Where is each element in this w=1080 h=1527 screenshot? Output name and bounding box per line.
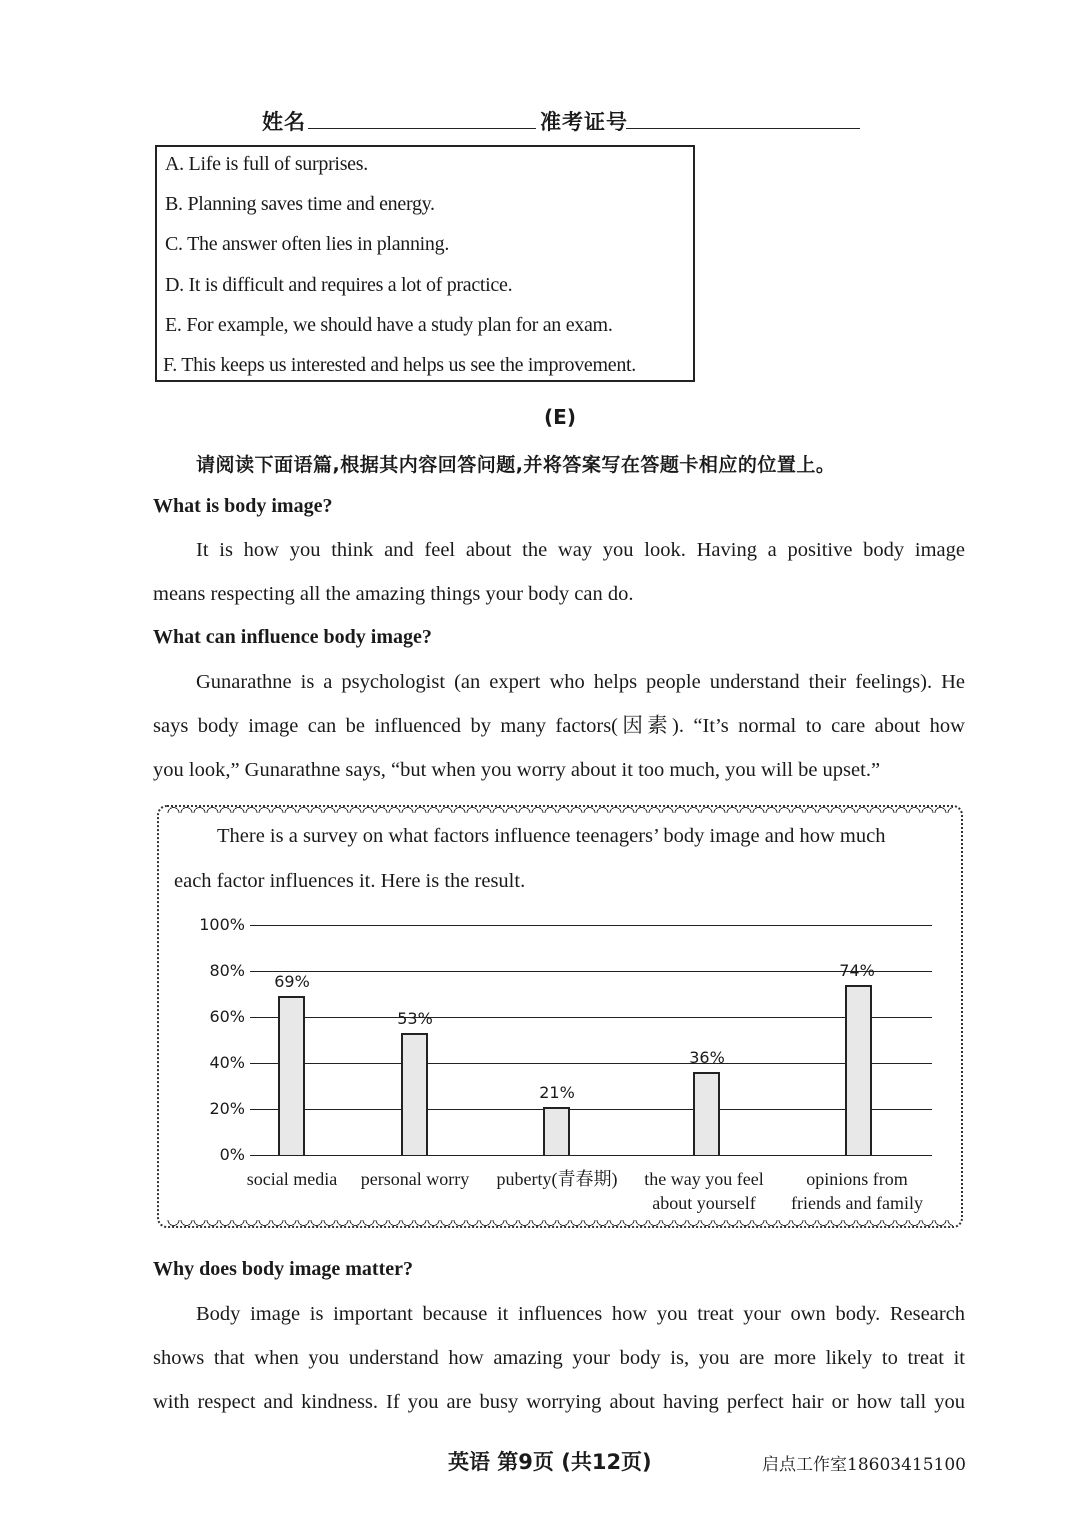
category-label [639,1167,769,1215]
x-axis [250,1155,932,1156]
instruction: 请阅读下面语篇,根据其内容回答问题,并将答案写在答题卡相应的位置上。 [196,454,836,476]
category-line: friends and family [791,1193,923,1213]
category-label [787,1167,927,1215]
gridline-40 [250,1063,932,1064]
category-line: social media [246,1169,338,1189]
bar-social-media [278,996,305,1155]
heading-what-is-body-image: What is body image? [153,495,333,517]
bar-value-label: 21% [539,1082,575,1102]
category-line: the way you feel [644,1169,764,1189]
name-blank [308,128,536,129]
paragraph-line: you look,” Gunarathne says, “but when you worry about it too much, you will be upset.” [153,759,881,781]
exam-id-blank [626,128,860,129]
paragraph-body-image-definition [153,528,965,616]
category-line: about yourself [652,1193,756,1213]
section-label: (E) [544,405,576,429]
bar-value-label: 53% [397,1009,433,1029]
option-a: A. Life is full of surprises. [165,153,368,175]
option-d: D. It is difficult and requires a lot of practice. [165,274,513,296]
option-b: B. Planning saves time and energy. [165,193,435,215]
bar-chart [195,905,955,1225]
page-number: 英语 第9页 (共12页) [448,1450,652,1474]
heading-why-body-image-matters: Why does body image matter? [153,1258,413,1280]
frame-border-top [167,805,953,813]
survey-intro-line2: each factor influences it. Here is the result. [174,870,526,892]
category-line: opinions from [806,1169,908,1189]
y-tick: 40% [209,1053,245,1072]
options-box [155,145,695,382]
exam-id-label: 准考证号 [540,110,628,134]
bar-value-label: 36% [689,1048,725,1068]
survey-intro-line1: There is a survey on what factors influence teenagers’ body image and how much [217,825,886,847]
paragraph-line: Gunarathne is a psychologist (an expert who helps people understand their feelings). He [196,671,965,693]
paragraph-line: shows that when you understand how amazing your body is, you are more likely to treat it [153,1347,965,1369]
paragraph-why-matters [153,1292,965,1424]
y-tick: 80% [209,961,245,980]
bar-value-label: 74% [839,960,875,980]
bar-way-you-feel [693,1072,720,1155]
category-line: puberty(青春期) [496,1169,618,1189]
category-line: personal worry [360,1169,470,1189]
paragraph-line: Body image is important because it influences how you treat your own body. Research [196,1303,965,1325]
studio-watermark: 启点工作室18603415100 [762,1455,966,1475]
paragraph-line: with respect and kindness. If you are busy worrying about having perfect hair or how tall you [153,1391,965,1413]
gridline-100 [250,925,932,926]
category-label [233,1167,351,1191]
y-tick: 20% [209,1099,245,1118]
bar-opinions [845,985,872,1155]
gridline-60 [250,1017,932,1018]
paragraph-line: means respecting all the amazing things your body can do. [153,583,634,605]
y-tick: 100% [199,915,245,934]
y-tick: 0% [219,1145,245,1164]
bar-personal-worry [401,1033,428,1155]
name-label: 姓名 [262,110,306,134]
y-tick: 60% [209,1007,245,1026]
paragraph-line: It is how you think and feel about the way you look. Having a positive body image [196,539,965,561]
option-c: C. The answer often lies in planning. [165,233,450,255]
option-f: F. This keeps us interested and helps us see the improvement. [163,354,636,376]
category-label [489,1167,625,1191]
gridline-20 [250,1109,932,1110]
bar-value-label: 69% [274,972,310,992]
category-label [355,1167,475,1191]
option-e: E. For example, we should have a study plan for an exam. [165,314,613,336]
heading-what-can-influence: What can influence body image? [153,626,432,648]
paragraph-line: says body image can be influenced by many factors(因素). “It’s normal to care about how [153,715,965,737]
paragraph-gunarathne [153,660,965,792]
bar-puberty [543,1107,570,1155]
